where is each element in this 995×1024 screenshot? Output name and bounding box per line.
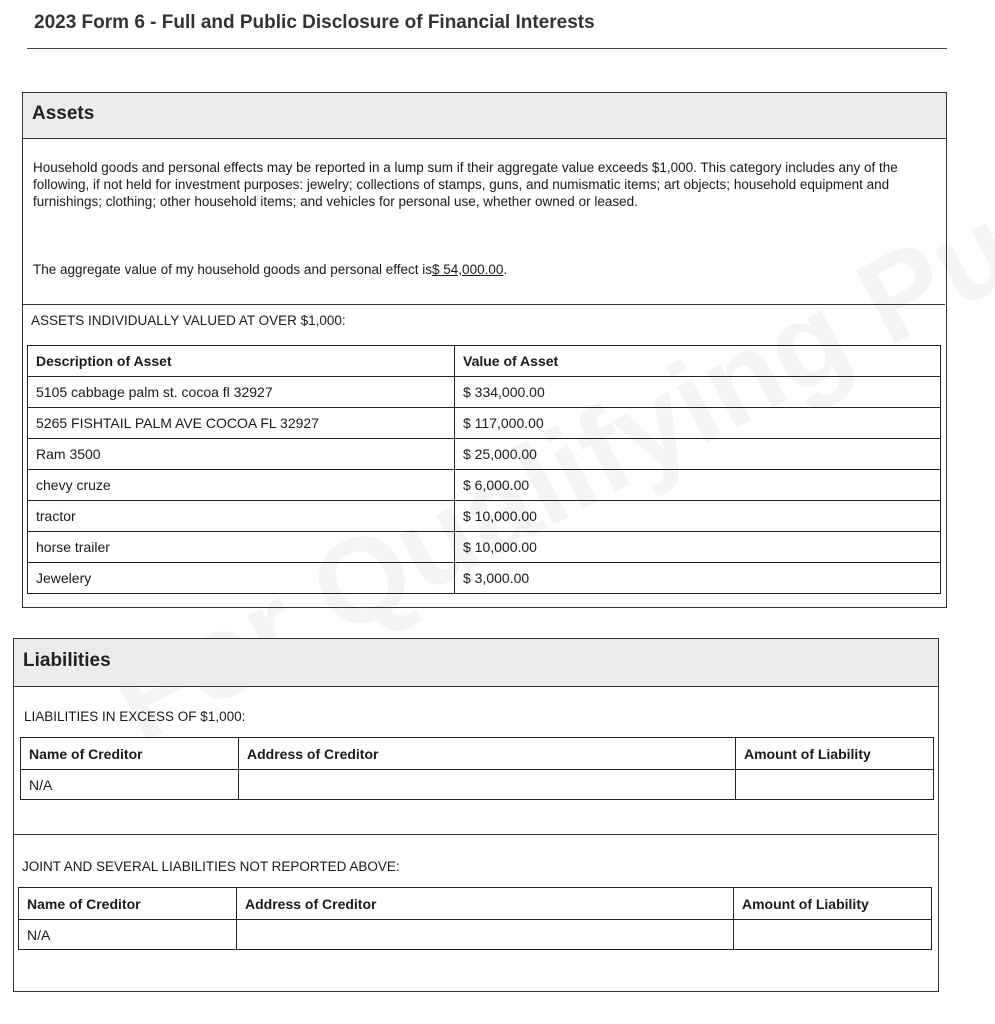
asset-description: Jewelery	[28, 563, 455, 594]
liability-amount	[736, 770, 934, 800]
joint-liabilities-table	[18, 887, 932, 950]
asset-value-header: Value of Asset	[455, 346, 941, 377]
table-row	[28, 470, 941, 501]
aggregate-value-prefix: The aggregate value of my household goods and personal effect is	[33, 262, 433, 277]
liabilities-heading: Liabilities	[23, 650, 111, 671]
title-divider	[27, 48, 947, 49]
assets-individual-label: ASSETS INDIVIDUALLY VALUED AT OVER $1,000:	[31, 313, 346, 328]
assets-table	[27, 345, 941, 594]
asset-value: $ 117,000.00	[455, 408, 941, 439]
liabilities-excess-table	[20, 737, 934, 800]
assets-heading: Assets	[32, 103, 95, 124]
asset-value: $ 3,000.00	[455, 563, 941, 594]
joint-liabilities-label: JOINT AND SEVERAL LIABILITIES NOT REPORTED ABOVE:	[22, 859, 400, 874]
assets-section-divider	[23, 304, 945, 305]
creditor-name-header: Name of Creditor	[19, 888, 237, 920]
creditor-address	[237, 920, 734, 950]
asset-value: $ 25,000.00	[455, 439, 941, 470]
liabilities-header	[14, 639, 938, 687]
asset-description: chevy cruze	[28, 470, 455, 501]
creditor-name: N/A	[21, 770, 239, 800]
asset-value: $ 10,000.00	[455, 532, 941, 563]
liabilities-excess-label: LIABILITIES IN EXCESS OF $1,000:	[24, 709, 246, 724]
table-row	[28, 532, 941, 563]
table-row	[21, 770, 934, 800]
liability-amount-header: Amount of Liability	[734, 888, 932, 920]
table-row	[19, 920, 932, 950]
assets-panel	[22, 92, 947, 608]
table-row	[28, 501, 941, 532]
page-title: 2023 Form 6 - Full and Public Disclosure of Financial Interests	[34, 12, 595, 33]
liability-amount-header: Amount of Liability	[736, 738, 934, 770]
household-goods-description: Household goods and personal effects may be reported in a lump sum if their aggregate value exceeds $1,000. This category includes any of the following, if not held for investment purposes: jewelry; collections of stamps, guns, and numismatic items; art objects; household equipment and furnishings; clothing; other household items; and vehicles for personal use, whether owned or leased.	[33, 160, 898, 209]
aggregate-value-suffix: .	[503, 262, 508, 277]
table-row	[28, 377, 941, 408]
liabilities-panel	[13, 638, 939, 992]
liabilities-section-divider	[14, 834, 937, 835]
asset-value: $ 6,000.00	[455, 470, 941, 501]
aggregate-value-amount: $ 54,000.00	[432, 262, 504, 277]
creditor-address-header: Address of Creditor	[237, 888, 734, 920]
asset-description: 5105 cabbage palm st. cocoa fl 32927	[28, 377, 455, 408]
asset-description-header: Description of Asset	[28, 346, 455, 377]
table-row	[28, 439, 941, 470]
creditor-address-header: Address of Creditor	[239, 738, 736, 770]
creditor-name: N/A	[19, 920, 237, 950]
aggregate-value-statement	[33, 261, 933, 278]
creditor-name-header: Name of Creditor	[21, 738, 239, 770]
asset-description: 5265 FISHTAIL PALM AVE COCOA FL 32927	[28, 408, 455, 439]
asset-value: $ 10,000.00	[455, 501, 941, 532]
creditor-address	[239, 770, 736, 800]
asset-description: horse trailer	[28, 532, 455, 563]
assets-header	[23, 93, 946, 139]
liability-amount	[734, 920, 932, 950]
asset-value: $ 334,000.00	[455, 377, 941, 408]
asset-description: tractor	[28, 501, 455, 532]
table-row	[28, 563, 941, 594]
table-row	[28, 408, 941, 439]
asset-description: Ram 3500	[28, 439, 455, 470]
